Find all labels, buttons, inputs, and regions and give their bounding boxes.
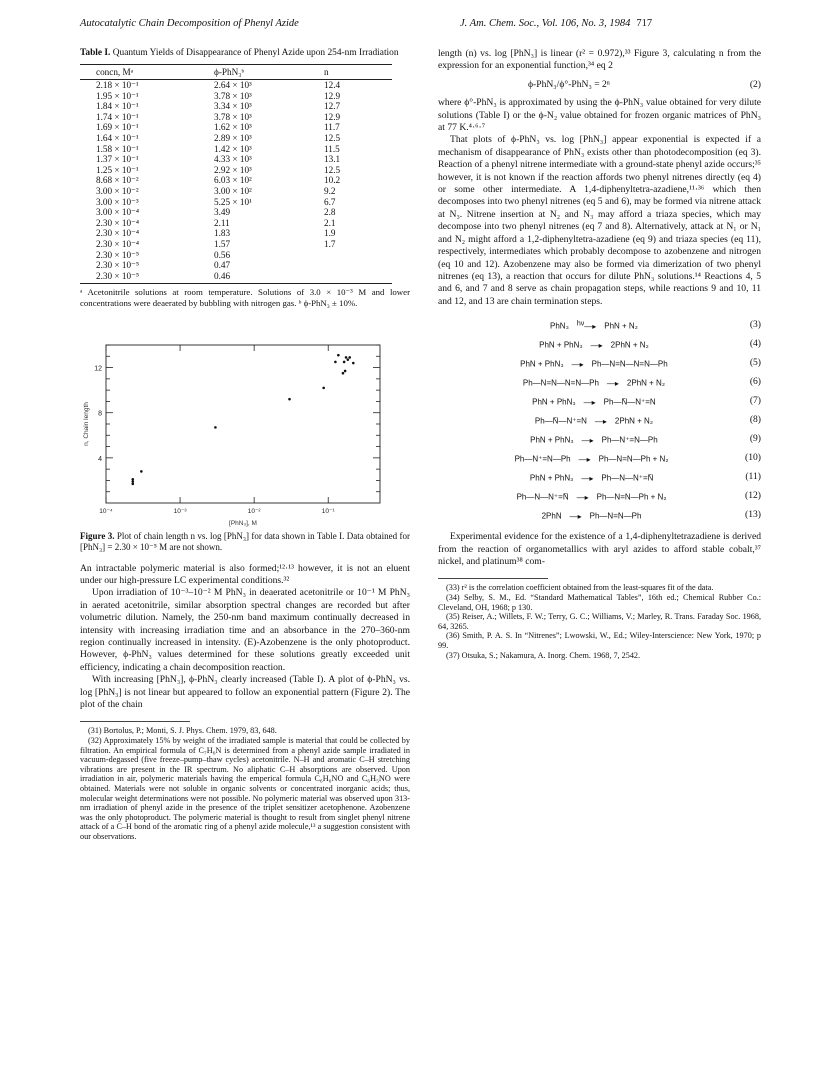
running-title: Autocatalytic Chain Decomposition of Phenyl Azide bbox=[80, 18, 299, 29]
table-row bbox=[80, 207, 392, 218]
y-axis-label: n, Chain length bbox=[83, 401, 90, 446]
reaction-text: PhN + PhN₃ —▸ Ph—N̄—N⁺=N bbox=[532, 397, 656, 407]
data-point bbox=[344, 369, 347, 372]
table-row bbox=[80, 186, 392, 197]
equation-number: (11) bbox=[745, 471, 761, 483]
equation-number: (5) bbox=[749, 357, 761, 369]
table-cell: 3.00 × 10² bbox=[214, 186, 252, 197]
reaction-arrow: —▸ bbox=[590, 340, 603, 350]
table-cell: 3.34 × 10³ bbox=[214, 101, 252, 112]
table-cell: 6.03 × 10² bbox=[214, 175, 252, 186]
table-footnote: ᵃ Acetonitrile solutions at room temperature. Solutions of 3.0 × 10⁻³ M and lower concentrations were deaerated by bubbling with nitrogen gas. ᵇ ϕ-PhN₃ ± 10%. bbox=[80, 287, 410, 308]
paragraph: where ϕ°-PhN₃ is approximated by using the ϕ-PhN₃ value obtained for very dilute solutions (Table I) or the ϕ-N₂ value obtained for frozen organic matrices of PhN₃ at 77 K.⁴·⁶·⁷ bbox=[438, 97, 761, 134]
table-header-concn: concn, Mᵃ bbox=[80, 64, 214, 80]
table-cell: 1.57 bbox=[214, 239, 231, 249]
equation-number: (8) bbox=[749, 414, 761, 426]
table-cell: 12.5 bbox=[324, 164, 341, 175]
reaction-scheme bbox=[438, 316, 761, 525]
table-row bbox=[80, 80, 392, 91]
table-cell: 9.2 bbox=[324, 186, 336, 197]
table-row bbox=[80, 239, 392, 250]
paragraph: An intractable polymeric material is also formed;¹²·¹³ however, it is not an eluent under our high-pressure LC experimental conditions.³² bbox=[80, 562, 410, 586]
table-cell: 8.68 × 10⁻² bbox=[96, 175, 139, 186]
table-cell: 11.5 bbox=[324, 143, 340, 154]
figure-caption: Figure 3. Plot of chain length n vs. log [PhN₃] for data shown in Table I. Data obtained for [PhN₃] = 2.30 × 10⁻⁵ M are not shown. bbox=[80, 530, 410, 552]
right-column bbox=[438, 48, 761, 660]
data-point bbox=[343, 360, 346, 363]
reaction-arrow: —▸ bbox=[581, 473, 594, 483]
data-point bbox=[352, 361, 355, 364]
x-tick-label: 10⁻² bbox=[247, 507, 261, 515]
data-point bbox=[131, 480, 134, 483]
table-cell: 1.37 × 10⁻¹ bbox=[96, 154, 139, 165]
table-cell: 3.00 × 10⁻³ bbox=[96, 196, 139, 207]
table-cell: 1.25 × 10⁻¹ bbox=[96, 164, 139, 175]
reaction-arrow: —▸ bbox=[569, 511, 582, 521]
data-point bbox=[342, 371, 345, 374]
table-row bbox=[80, 101, 392, 112]
equation-2: ϕ-PhN₃/ϕ°-PhN₃ = 2ⁿ (2) bbox=[528, 78, 761, 90]
reaction-equation bbox=[438, 316, 761, 335]
table-cell: 1.42 × 10³ bbox=[214, 143, 252, 154]
reaction-arrow: $^{h\nu}$—▸ bbox=[576, 320, 597, 331]
reaction-equation bbox=[438, 506, 761, 525]
table-row bbox=[80, 144, 392, 155]
table-row bbox=[80, 133, 392, 144]
y-tick-label: 4 bbox=[98, 455, 102, 463]
footnote: (36) Smith, P. A. S. In “Nitrenes”; Lwowski, W., Ed.; Wiley-Interscience: New York, 1970; p 99. bbox=[438, 631, 761, 650]
table-cell: 2.11 bbox=[214, 217, 230, 228]
data-point bbox=[131, 478, 134, 481]
equation-number: (4) bbox=[749, 338, 761, 350]
paragraph: That plots of ϕ-PhN₃ vs. log [PhN₃] appear exponential is expected if a mechanism of disappearance of PhN₃ exists other than photodecomposition (eq 3). Reaction of a phenyl nitrene intermediate with a ground-state phenyl azide occurs;³⁵ however, it is not known if the reaction affords two phenyl nitrenes directly (eq 4) or some other intermediate. A 1,4-diphenyltetra-azadiene,¹¹·³⁶ which then decomposes into two phenyl nitrenes (eq 5 and 6), may be formed via nitrene attack at N₃. Nitrene insertion at N₂ and N₃ may afford a triaza species, which may decompose into two phenyl nitrenes (eq 7 and 8). Alternatively, attack at N₁ or N₁ and N₂ might afford a 1,2-diphenyltetra-azadiene (eq 9) and triaza species (eq 11), respectively, intermediates which probably decompose to azobenzene and nitrogen (eq 10 and 12). Azobenzene may also be formed via dimerization of two phenyl nitrenes (eq 13), a reaction that occurs for dilute PhN₃ solutions.¹⁴ Reactions 4, 5 and 6, and 7 and 8 serve as chain propagation steps, while reactions 9 and 10, 11 and 12, and 13 are chain termination steps. bbox=[438, 134, 761, 307]
reaction-equation bbox=[438, 335, 761, 354]
data-point bbox=[337, 353, 340, 356]
y-tick-label: 8 bbox=[98, 410, 102, 418]
table-row bbox=[80, 271, 392, 284]
reaction-arrow: —▸ bbox=[571, 359, 584, 369]
reaction-text: PhN + PhN₃ —▸ Ph—N⁺=N—Ph bbox=[530, 435, 658, 445]
table-cell: 1.62 × 10³ bbox=[214, 122, 252, 133]
equation-number: (3) bbox=[749, 319, 761, 331]
equation-number: (10) bbox=[745, 452, 761, 464]
data-point bbox=[334, 360, 337, 363]
reaction-arrow: —▸ bbox=[581, 435, 594, 445]
table-cell: 1.9 bbox=[324, 228, 336, 239]
x-tick-label: 10⁻⁴ bbox=[99, 507, 113, 515]
reaction-text: Ph—N=N—N=N—Ph —▸ 2PhN + N₂ bbox=[522, 378, 665, 388]
table-cell bbox=[324, 250, 392, 261]
table-cell: 3.49 bbox=[214, 207, 231, 218]
data-point bbox=[345, 356, 348, 359]
table-row bbox=[80, 154, 392, 165]
figure-3-chart bbox=[80, 333, 400, 527]
reaction-text: Ph—N̄—N⁺=N —▸ 2PhN + N₂ bbox=[534, 416, 653, 426]
table-cell bbox=[324, 260, 392, 271]
reaction-text: PhN + PhN₃ —▸ 2PhN + N₂ bbox=[539, 340, 649, 350]
data-point bbox=[347, 358, 350, 361]
left-column bbox=[80, 48, 410, 842]
table-cell: 1.95 × 10⁻¹ bbox=[96, 90, 139, 101]
table-cell: 1.74 × 10⁻¹ bbox=[96, 111, 139, 122]
footnote-rule bbox=[438, 578, 548, 579]
table-cell: 3.00 × 10⁻⁴ bbox=[96, 207, 140, 218]
reaction-text: Ph—N—N⁺=N̄ —▸ Ph—N=N—Ph + N₂ bbox=[516, 492, 667, 502]
table-cell: 2.30 × 10⁻⁴ bbox=[96, 239, 140, 249]
footnote: (35) Reiser, A.; Willets, F. W.; Terry, G. C.; Williams, V.; Marley, R. Trans. Faraday Soc. 1968, 64, 3265. bbox=[438, 612, 761, 631]
table-header-n: n bbox=[324, 64, 392, 80]
table-cell: 3.78 × 10³ bbox=[214, 90, 252, 101]
equation-number: (7) bbox=[749, 395, 761, 407]
reaction-arrow: —▸ bbox=[583, 397, 596, 407]
equation-number: (6) bbox=[749, 376, 761, 388]
data-point bbox=[288, 397, 291, 400]
footnote-rule bbox=[80, 721, 190, 722]
table-cell: 0.56 bbox=[214, 249, 231, 260]
table-cell: 2.30 × 10⁻⁵ bbox=[96, 260, 140, 271]
footnote: (31) Bortolus, P.; Monti, S. J. Phys. Chem. 1979, 83, 648. bbox=[88, 726, 277, 736]
x-tick-label: 10⁻³ bbox=[173, 507, 187, 515]
reaction-arrow: —▸ bbox=[576, 492, 589, 502]
footnote: (33) r² is the correlation coefficient obtained from the least-squares fit of the data. bbox=[446, 583, 714, 593]
table-cell: 5.25 × 10¹ bbox=[214, 196, 252, 207]
table-header-phi: ϕ-PhN₃ᵇ bbox=[214, 64, 324, 80]
equation-number: (12) bbox=[745, 490, 761, 502]
reaction-equation bbox=[438, 411, 761, 430]
table-cell: 2.8 bbox=[324, 207, 336, 218]
page-number: 717 bbox=[636, 18, 653, 29]
table-cell: 4.33 × 10³ bbox=[214, 154, 252, 165]
table-row bbox=[80, 165, 392, 176]
reaction-text: PhN + PhN₃ —▸ Ph—N—N⁺=N̄ bbox=[529, 473, 654, 483]
table-row bbox=[80, 250, 392, 261]
table-row bbox=[80, 175, 392, 186]
table-cell: 3.00 × 10⁻² bbox=[96, 186, 139, 197]
table-cell: 1.83 bbox=[214, 228, 231, 239]
data-point bbox=[348, 356, 351, 359]
table-cell: 13.1 bbox=[324, 154, 341, 165]
table-row bbox=[80, 218, 392, 229]
table-cell: 11.7 bbox=[324, 122, 340, 133]
left-body bbox=[80, 563, 410, 712]
reaction-equation bbox=[438, 354, 761, 373]
table-cell: 1.7 bbox=[324, 239, 336, 249]
table-caption: Table I. Quantum Yields of Disappearance of Phenyl Azide upon 254-nm Irradiation bbox=[80, 48, 399, 58]
table-cell: 12.4 bbox=[324, 80, 341, 91]
reaction-equation bbox=[438, 392, 761, 411]
reaction-arrow: —▸ bbox=[594, 416, 607, 426]
reaction-arrow: —▸ bbox=[578, 454, 591, 464]
table-cell: 0.46 bbox=[214, 270, 231, 281]
table-cell: 10.2 bbox=[324, 175, 341, 186]
table-cell: 1.84 × 10⁻¹ bbox=[96, 101, 139, 112]
table-cell: 6.7 bbox=[324, 196, 336, 207]
table-cell: 12.9 bbox=[324, 111, 341, 122]
table-cell: 2.30 × 10⁻⁵ bbox=[96, 270, 140, 281]
data-point bbox=[140, 470, 143, 473]
reaction-text: PhN₃ $^{h\nu}$—▸ PhN + N₂ bbox=[550, 320, 638, 331]
table-row bbox=[80, 197, 392, 208]
table-row bbox=[80, 91, 392, 102]
table-cell: 2.89 × 10³ bbox=[214, 133, 252, 144]
table-cell: 1.58 × 10⁻¹ bbox=[96, 143, 139, 154]
paragraph: Upon irradiation of 10⁻³–10⁻² M PhN₃ in deaerated acetonitrile or 10⁻¹ M PhN₃ in aerated acetonitrile, similar absorption spectral changes are recorded but after volumetric dilution. Namely, the 250-nm band maximum continually decreased in intensity with increasing irradiation time and an absorbance in the 270–360-nm region continually increased in intensity. (E)-Azobenzene is the only photoproduct. However, ϕ-PhN₃ values determined for these solutions greatly exceeded unit efficiency, indicating a chain decomposition reaction. bbox=[80, 587, 410, 673]
x-axis-label: [PhN₃], M bbox=[229, 519, 257, 527]
table-row bbox=[80, 228, 392, 239]
footnote: (32) Approximately 15% by weight of the irradiated sample is material that could be collected by filtration. An empirical formula of C₇H₆N is determined from a phenyl azide sample irradiated in vacuum-degassed (five freeze–pump–thaw cycles) acetonitrile. N–H and aromatic C–H stretching vibrations are present in the IR spectrum. No aliphatic C–H absorptions are observed. Upon irradiation in air, polymeric materials having the emperical formula C₆H₆NO and C₆H₅NO were obtained. Materials were not soluble in organic solvents or concentrated inorganic acids; thus, molecular weight determinations were not possible. No polymeric material was observed upon 313-nm irradiation of phenyl azide in the presence of the triplet sensitizer acetophenone. Azobenzene was the only photoproduct. The polymeric material is thought to result from singlet phenyl nitrene attack of a C–H bond of the aromatic ring of a phenyl azide molecule,¹³ a suggestion consistent with our observations. bbox=[80, 736, 410, 841]
reaction-equation bbox=[438, 487, 761, 506]
table-cell: 2.92 × 10³ bbox=[214, 164, 252, 175]
table-cell: 2.64 × 10³ bbox=[214, 80, 252, 91]
reaction-text: PhN + PhN₃ —▸ Ph—N=N—N=N—Ph bbox=[520, 359, 668, 369]
table-cell: 12.7 bbox=[324, 101, 341, 112]
reaction-equation bbox=[438, 373, 761, 392]
table-cell: 1.69 × 10⁻¹ bbox=[96, 122, 139, 133]
journal-citation: J. Am. Chem. Soc., Vol. 106, No. 3, 1984 717 bbox=[460, 18, 653, 29]
table-cell: 0.47 bbox=[214, 260, 231, 271]
x-tick-label: 10⁻¹ bbox=[321, 507, 335, 515]
data-point bbox=[131, 482, 134, 485]
table-cell: 2.1 bbox=[324, 217, 336, 228]
footnote: (37) Otsuka, S.; Nakamura, A. Inorg. Chem. 1968, 7, 2542. bbox=[446, 650, 641, 660]
table-cell: 1.64 × 10⁻¹ bbox=[96, 133, 139, 144]
table-cell: 12.9 bbox=[324, 90, 341, 101]
table-cell bbox=[324, 271, 392, 284]
table-row bbox=[80, 260, 392, 271]
y-tick-label: 12 bbox=[94, 365, 102, 373]
table-cell: 12.5 bbox=[324, 133, 341, 144]
table-cell: 2.30 × 10⁻⁴ bbox=[96, 228, 140, 239]
table-cell: 2.30 × 10⁻⁵ bbox=[96, 249, 140, 260]
equation-number: (9) bbox=[749, 433, 761, 445]
table-row bbox=[80, 122, 392, 133]
reaction-text: Ph—N⁺=N—Ph —▸ Ph—N=N—Ph + N₂ bbox=[514, 454, 669, 464]
footnote: (34) Selby, S. M., Ed. “Standard Mathematical Tables”, 16th ed.; Chemical Rubber Co.: Cleveland, OH, 1968; p 130. bbox=[438, 592, 761, 612]
paragraph: Experimental evidence for the existence of a 1,4-diphenyltetrazadiene is derived from the reaction of organometallics with aryl azides to afford stable cobalt,³⁷ nickel, and platinum³⁸ com- bbox=[438, 531, 761, 567]
reaction-text: 2PhN —▸ Ph—N=N—Ph bbox=[541, 511, 642, 521]
reaction-equation bbox=[438, 430, 761, 449]
equation-number: (13) bbox=[745, 509, 761, 521]
table-cell: 3.78 × 10³ bbox=[214, 111, 252, 122]
table-cell: 2.18 × 10⁻¹ bbox=[96, 80, 139, 91]
plot-frame bbox=[106, 345, 380, 503]
data-point bbox=[214, 426, 217, 429]
reaction-arrow: —▸ bbox=[606, 378, 619, 388]
paragraph: With increasing [PhN₃], ϕ-PhN₃ clearly increased (Table I). A plot of ϕ-PhN₃ vs. log [PhN₃] is not linear but appeared to follow an exponential pattern (Figure 2). The plot of the chain bbox=[80, 674, 410, 711]
table-cell: 2.30 × 10⁻⁴ bbox=[96, 217, 140, 228]
quantum-yield-table bbox=[80, 64, 392, 285]
reaction-equation bbox=[438, 449, 761, 468]
paragraph: length (n) vs. log [PhN₃] is linear (r² = 0.972),³³ Figure 3, calculating n from the expression for an exponential function,³⁴ eq 2 bbox=[438, 48, 761, 72]
table-row bbox=[80, 112, 392, 123]
data-point bbox=[322, 386, 325, 389]
reaction-equation bbox=[438, 468, 761, 487]
